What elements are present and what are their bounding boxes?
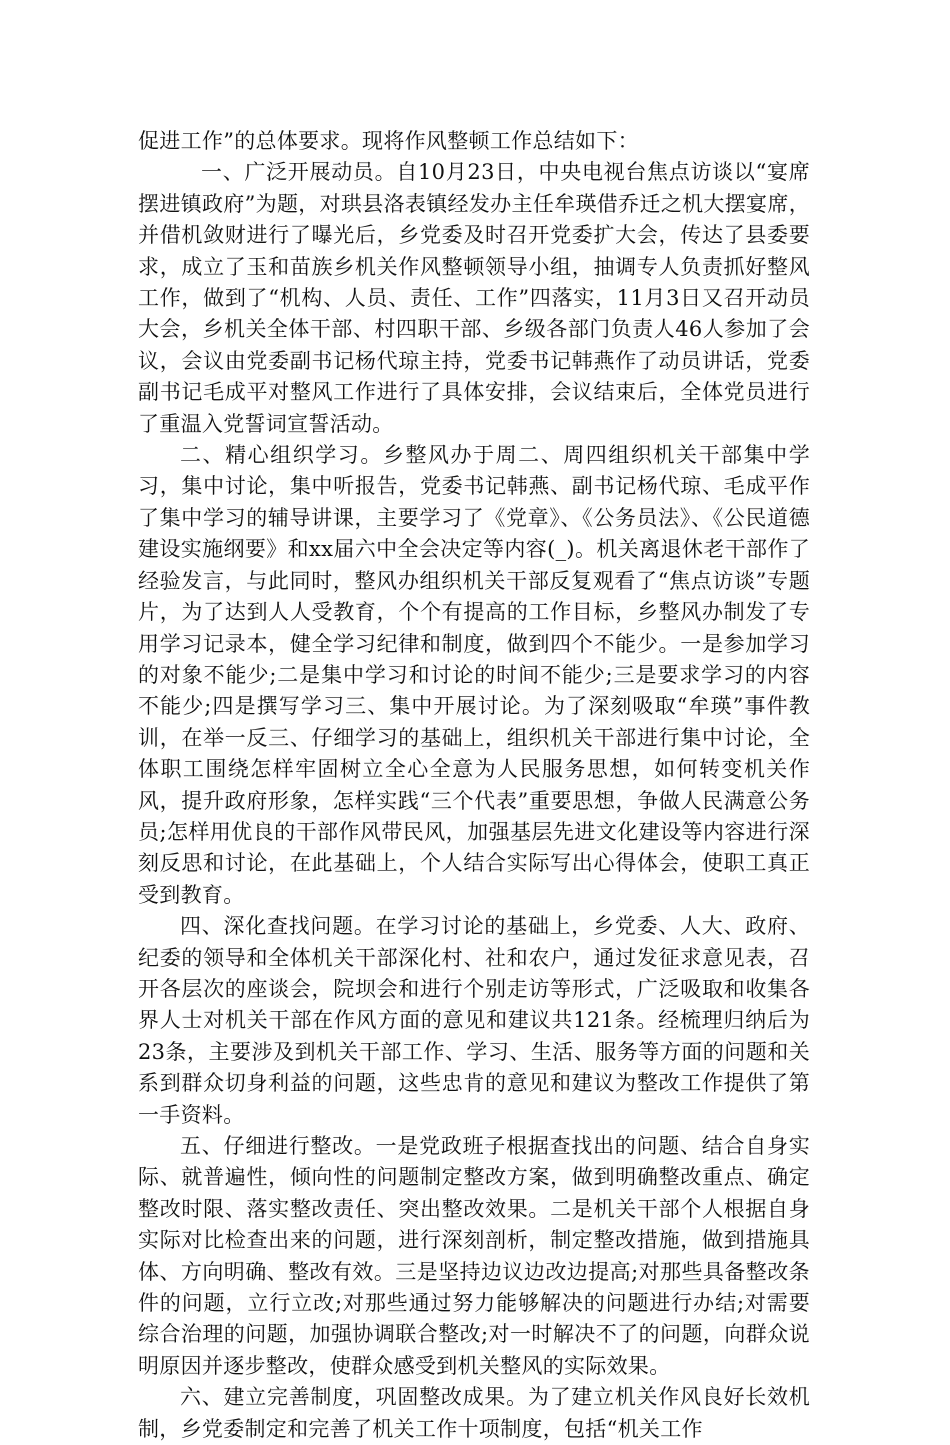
paragraph-institutions: 六、建立完善制度，巩固整改成果。为了建立机关作风良好长效机制，乡党委制定和完善了机关工作十项制度，包括“机关工作 xyxy=(138,1385,810,1441)
paragraph-intro-tail: 促进工作”的总体要求。现将作风整顿工作总结如下： xyxy=(138,129,639,153)
paragraph-find-problems: 四、深化查找问题。在学习讨论的基础上，乡党委、人大、政府、纪委的领导和全体机关干部深化村、社和农户，通过发征求意见表，召开各层次的座谈会，院坝会和进行个别走访等形式，广泛吸取和收集各界人士对机关干部在作风方面的意见和建议共121条。经梳理归纳后为23条，主要涉及到机关干部工作、学习、生活、服务等方面的问题和关系到群众切身利益的问题，这些忠肯的意见和建议为整改工作提供了第一手资料。 xyxy=(138,914,810,1127)
document-body xyxy=(138,126,810,1445)
paragraph-rectification: 五、仔细进行整改。一是党政班子根据查找出的问题、结合自身实际、就普遍性，倾向性的问题制定整改方案，做到明确整改重点、确定整改时限、落实整改责任、突出整改效果。二是机关干部个人根据自身实际对比检查出来的问题，进行深刻剖析，制定整改措施，做到措施具体、方向明确、整改有效。三是坚持边议边改边提高;对那些具备整改条件的问题，立行立改;对那些通过努力能够解决的问题进行办结;对需要综合治理的问题，加强协调联合整改;对一时解决不了的问题，向群众说明原因并逐步整改，使群众感受到机关整风的实际效果。 xyxy=(138,1134,810,1378)
paragraph-study: 二、精心组织学习。乡整风办于周二、周四组织机关干部集中学习，集中讨论，集中听报告，党委书记韩燕、副书记杨代琼、毛成平作了集中学习的辅导讲课，主要学习了《党章》、《公务员法》、《公民道德建设实施纲要》和xx届六中全会决定等内容(_)。机关离退休老干部作了经验发言，与此同时，整风办组织机关干部反复观看了“焦点访谈”专题片，为了达到人人受教育，个个有提高的工作目标，乡整风办制发了专用学习记录本，健全学习纪律和制度，做到四个不能少。一是参加学习的对象不能少;二是集中学习和讨论的时间不能少;三是要求学习的内容不能少;四是撰写学习三、集中开展讨论。为了深刻吸取“牟瑛”事件教训，在举一反三、仔细学习的基础上，组织机关干部进行集中讨论，全体职工围绕怎样牢固树立全心全意为人民服务思想，如何转变机关作风，提升政府形象，怎样实践“三个代表”重要思想，争做人民满意公务员;怎样用优良的干部作风带民风，加强基层先进文化建设等内容进行深刻反思和讨论，在此基础上，个人结合实际写出心得体会，使职工真正受到教育。 xyxy=(138,443,810,907)
paragraph-mobilization: 一、广泛开展动员。自10月23日，中央电视台焦点访谈以“宴席摆进镇政府”为题，对珙县洛表镇经发办主任牟瑛借乔迁之机大摆宴席，并借机敛财进行了曝光后，乡党委及时召开党委扩大会，传达了县委要求，成立了玉和苗族乡机关作风整顿领导小组，抽调专人负责抓好整风工作，做到了“机构、人员、责任、工作”四落实，11月3日又召开动员大会，乡机关全体干部、村四职干部、乡级各部门负责人46人参加了会议，会议由党委副书记杨代琼主持，党委书记韩燕作了动员讲话，党委副书记毛成平对整风工作进行了具体安排，会议结束后，全体党员进行了重温入党誓词宣誓活动。 xyxy=(138,160,810,436)
